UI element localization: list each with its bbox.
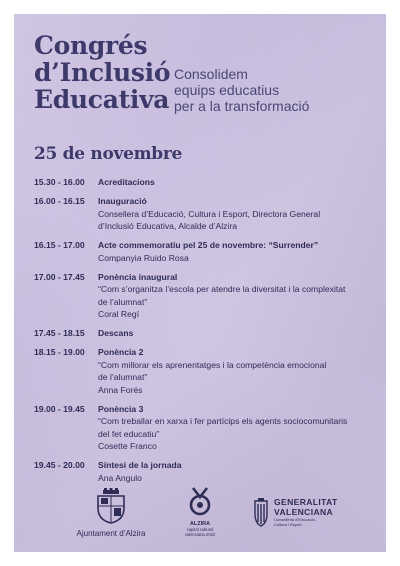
schedule-time: 16.15 - 17.00 xyxy=(34,240,85,251)
footer-logos xyxy=(14,484,386,552)
schedule-title: Acreditacions xyxy=(98,177,155,187)
schedule-title: Ponència 3 xyxy=(98,403,144,414)
ajuntament-logo xyxy=(66,488,156,538)
schedule-detail-line: Ana Angulo xyxy=(98,472,142,483)
schedule-row xyxy=(34,239,374,264)
schedule-details xyxy=(98,346,374,396)
schedule-title: Ponència inaugural xyxy=(98,271,178,282)
schedule-time: 17.00 - 17.45 xyxy=(34,271,85,282)
schedule-detail-line: d’Inclusió Educativa, Alcalde d’Alzira xyxy=(98,221,238,232)
schedule-title: Descans xyxy=(98,328,134,339)
schedule-details xyxy=(98,403,374,453)
ajuntament-crest-icon xyxy=(94,488,128,524)
schedule-row xyxy=(34,195,374,232)
schedule-row xyxy=(34,403,374,453)
schedule-details xyxy=(98,459,374,484)
poster-subtitle xyxy=(174,66,309,114)
poster-title xyxy=(34,32,170,113)
schedule-details xyxy=(98,195,374,232)
schedule-title: Inauguració xyxy=(98,196,147,207)
generalitat-line-2: VALENCIANA xyxy=(274,506,334,517)
schedule-details xyxy=(98,271,374,321)
schedule-detail-line: Companyia Ruido Rosa xyxy=(98,252,189,263)
schedule-time: 16.00 - 16.15 xyxy=(34,196,85,207)
schedule-detail-line: “Com millorar els aprenentatges i la competència emocional xyxy=(98,359,327,370)
schedule-details xyxy=(98,327,374,339)
schedule-time: 19.45 - 20.00 xyxy=(34,460,85,471)
schedule-time: 15.30 - 16.00 xyxy=(34,177,85,187)
schedule-row xyxy=(34,176,374,188)
alzira-emblem-icon xyxy=(187,486,213,516)
schedule-row xyxy=(34,327,374,339)
title-line-1: Congrés xyxy=(34,31,148,60)
schedule-detail-line: Coral Regí xyxy=(98,309,140,320)
schedule-detail-line: Consellera d’Educació, Cultura i Esport, Directora General xyxy=(98,208,321,219)
alzira-capital-logo xyxy=(172,486,228,537)
schedule-row xyxy=(34,346,374,396)
schedule-detail-line: de l’alumnat” xyxy=(98,372,148,383)
schedule-title: Síntesi de la jornada xyxy=(98,460,182,471)
subtitle-line-1: Consolidem xyxy=(174,66,248,82)
schedule-detail-line: “Com treballar en xarxa i fer partícips els agents sociocomunitaris xyxy=(98,416,348,427)
schedule-details xyxy=(98,176,374,188)
subtitle-line-3: per a la transformació xyxy=(174,98,310,114)
schedule-detail-line: de l’alumnat” xyxy=(98,296,148,307)
generalitat-line-1: GENERALITAT xyxy=(274,497,338,507)
schedule-time: 18.15 - 19.00 xyxy=(34,347,85,358)
event-poster xyxy=(14,14,386,552)
subtitle-line-2: equips educatius xyxy=(174,82,280,98)
title-line-3: Educativa xyxy=(34,85,170,114)
ajuntament-name: Ajuntament d’Alzira xyxy=(76,529,146,538)
schedule-title: Ponència 2 xyxy=(98,347,144,358)
alzira-name: ALZIRA xyxy=(189,521,211,527)
schedule-detail-line: Cosette Franco xyxy=(98,441,157,452)
event-date: 25 de novembre xyxy=(34,144,183,164)
generalitat-logo xyxy=(252,498,372,533)
generalitat-text xyxy=(274,498,338,527)
schedule-time: 17.45 - 18.15 xyxy=(34,328,85,339)
schedule-details xyxy=(98,239,374,264)
alzira-sub-2: valenciana 2022 xyxy=(184,532,216,537)
schedule-detail-line: “Com s’organitza l’escola per atendre la diversitat i la complexitat xyxy=(98,284,346,295)
generalitat-crest-icon xyxy=(252,498,270,528)
schedule-detail-line: Anna Forés xyxy=(98,384,143,395)
schedule-row xyxy=(34,271,374,321)
schedule-detail-line: del fet educatiu” xyxy=(98,428,160,439)
generalitat-sub-2: Cultura i Esport xyxy=(274,522,302,527)
title-line-2: d’Inclusió xyxy=(34,58,171,87)
schedule-time: 19.00 - 19.45 xyxy=(34,403,85,414)
schedule-list xyxy=(34,176,374,491)
generalitat-sub-1: Conselleria d’Educació, xyxy=(274,517,316,522)
schedule-title: Acte commemoratiu pel 25 de novembre: “Surrender” xyxy=(98,240,319,251)
schedule-row xyxy=(34,459,374,484)
alzira-sub-1: capital cultural xyxy=(186,527,214,532)
